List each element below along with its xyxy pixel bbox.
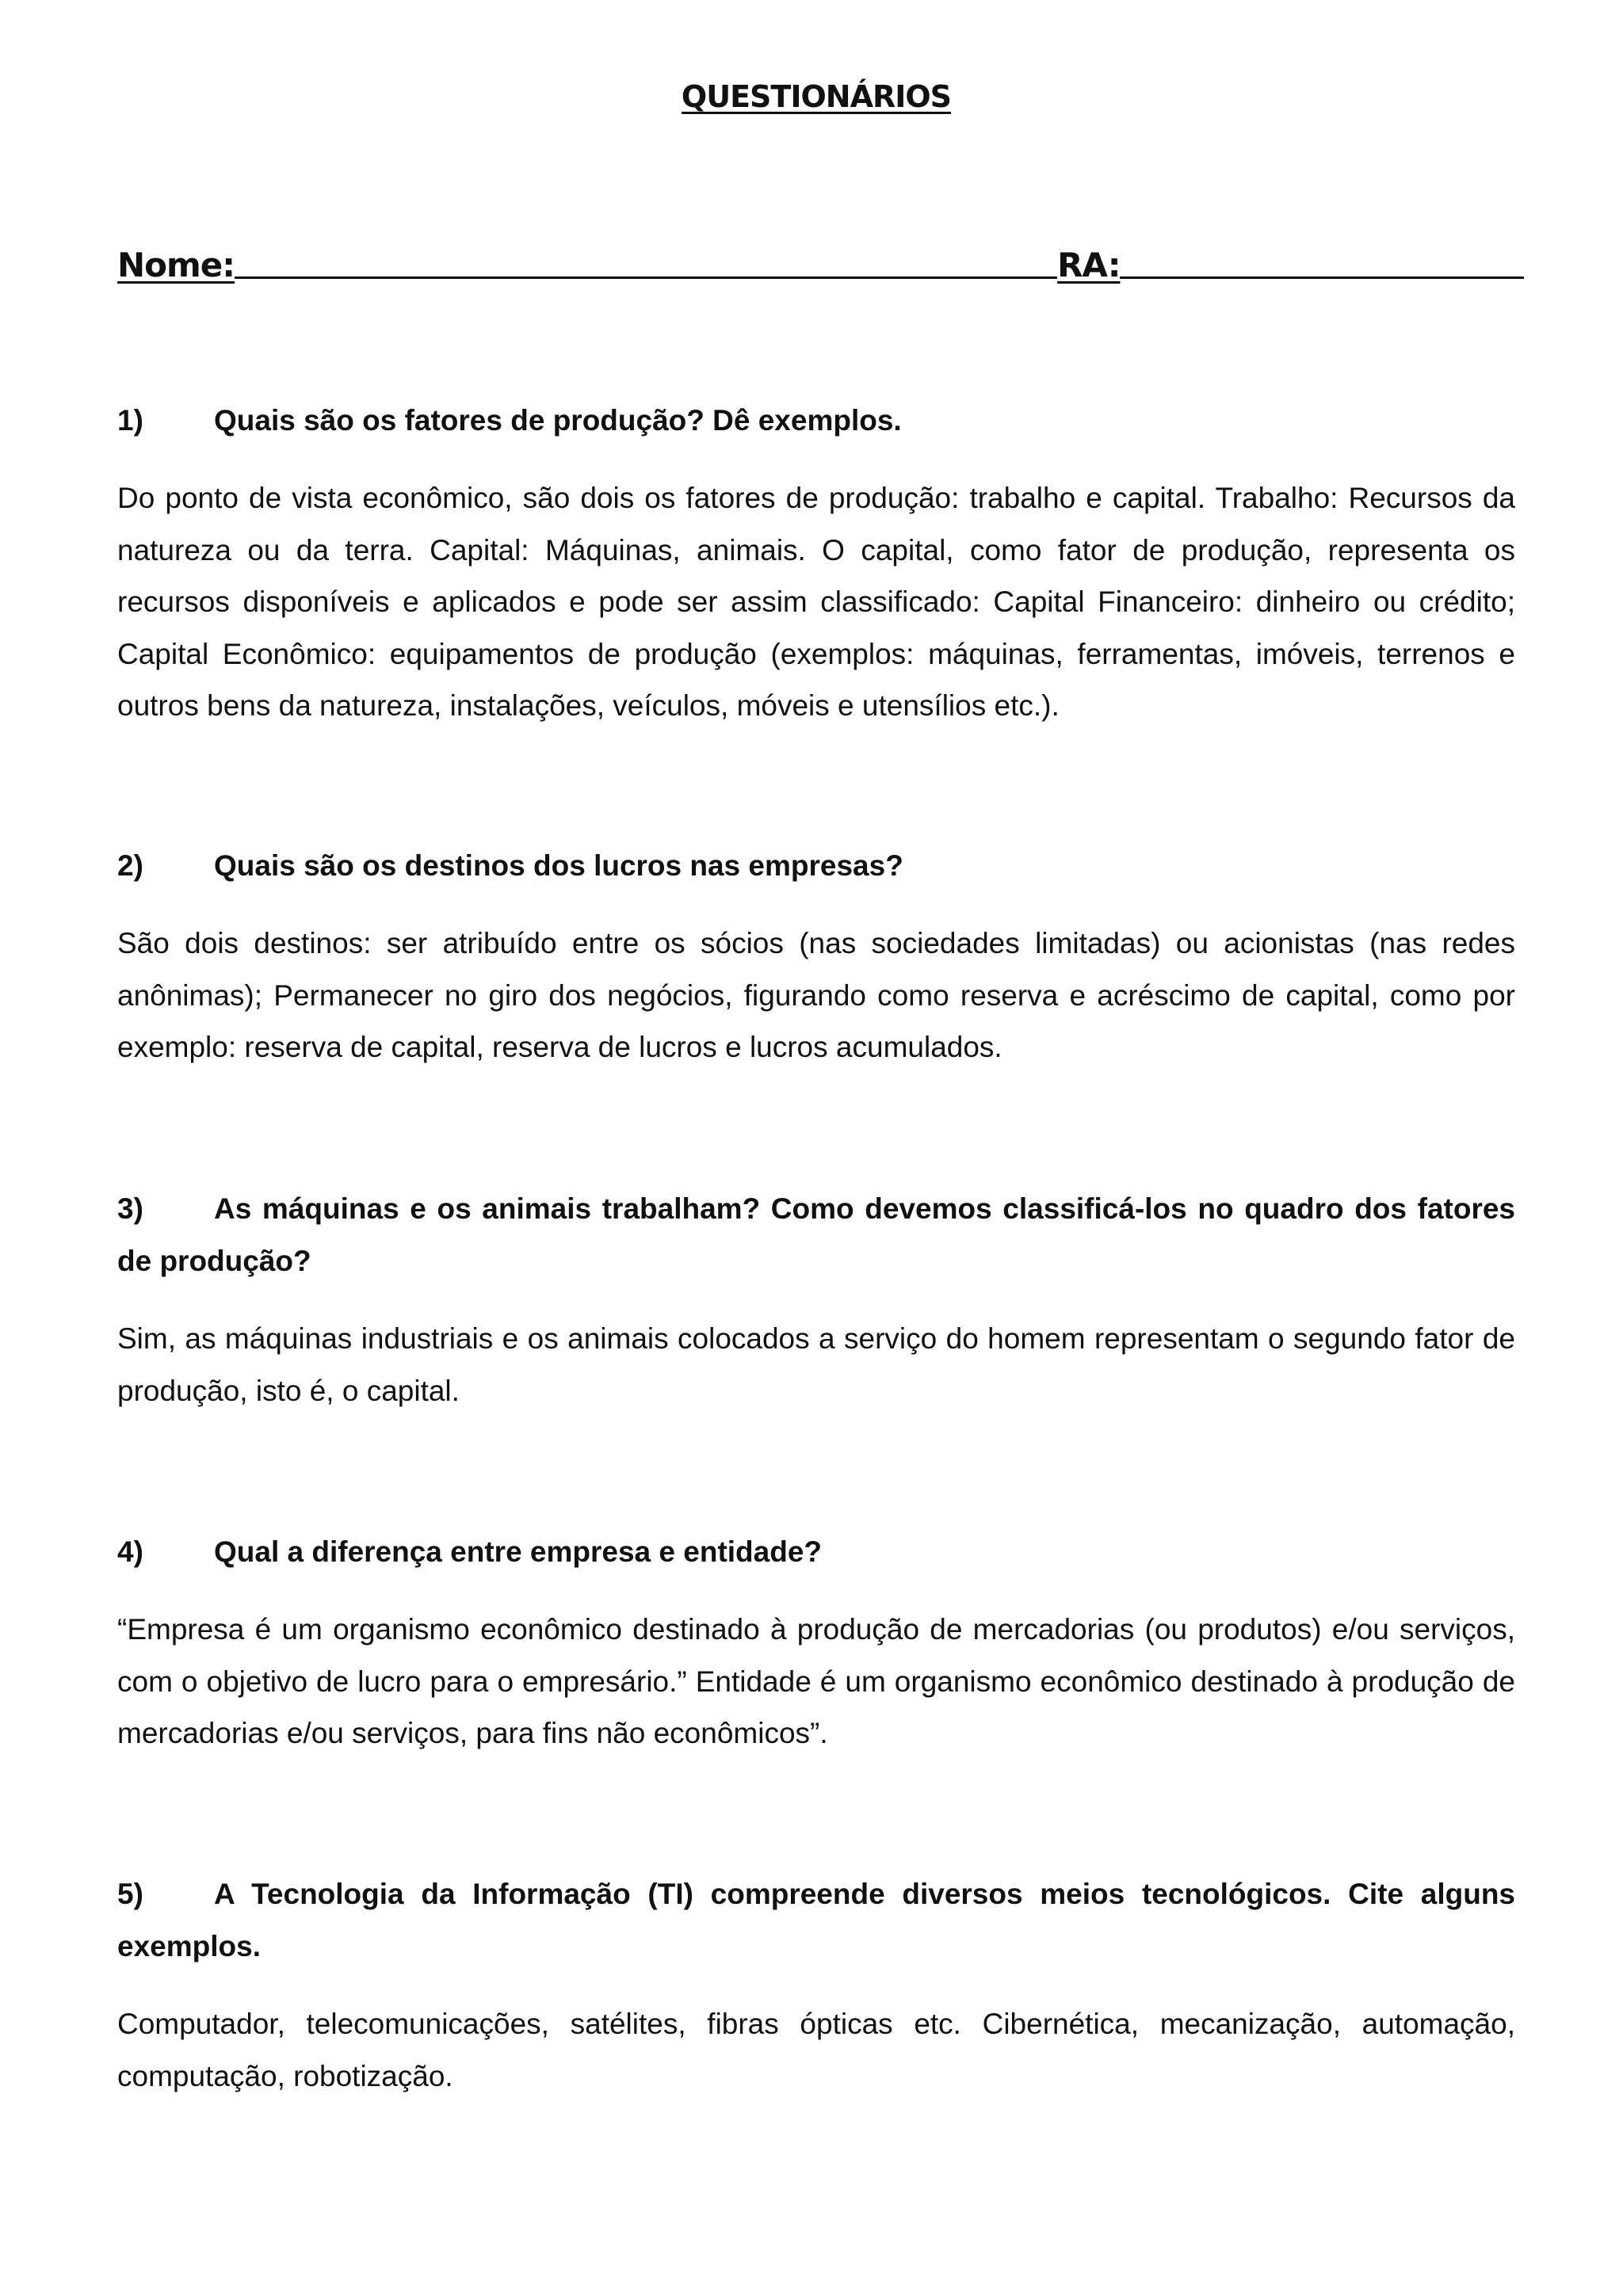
question-block-4 (117, 1526, 1515, 1760)
answer-4: “Empresa é um organismo econômico destinado à produção de mercadorias (ou produtos) e/ou serviços, com o objetivo de lucro para o empresário.” Entidade é um organismo econômico destinado à produção de mercadorias e/ou serviços, para fins não econômicos”. (117, 1613, 1515, 1749)
question-3 (117, 1183, 1515, 1287)
page-title: QUESTIONÁRIOS (681, 79, 952, 114)
answer-3: Sim, as máquinas industriais e os animais colocados a serviço do homem representam o segundo fator de produção, isto é, o capital. (117, 1322, 1515, 1407)
question-text: A Tecnologia da Informação (TI) compreende diversos meios tecnológicos. Cite alguns exemplos. (117, 1878, 1515, 1962)
question-2 (117, 840, 1515, 892)
name-ra-line (117, 246, 1524, 284)
question-text: Quais são os fatores de produção? Dê exemplos. (214, 404, 902, 437)
answer-5: Computador, telecomunicações, satélites, fibras ópticas etc. Cibernética, mecanização, automação, computação, robotização. (117, 2008, 1515, 2092)
question-block-3 (117, 1183, 1515, 1417)
ra-blank-field (1120, 276, 1524, 279)
question-text: As máquinas e os animais trabalham? Como devemos classificá-los no quadro dos fatores de produção? (117, 1192, 1515, 1277)
question-block-5 (117, 1868, 1515, 2102)
question-number: 3) (117, 1192, 143, 1225)
question-text: Qual a diferença entre empresa e entidade? (214, 1535, 823, 1568)
question-1 (117, 395, 1515, 447)
question-5 (117, 1868, 1515, 1973)
question-text: Quais são os destinos dos lucros nas empresas? (214, 849, 903, 882)
question-number: 1) (117, 404, 143, 437)
answer-1: Do ponto de vista econômico, são dois os fatores de produção: trabalho e capital. Trabalho: Recursos da natureza ou da terra. Capital: Máquinas, animais. O capital, como fator de produção, representa os recursos disponíveis e aplicados e pode ser assim classificado: Capital Financeiro: dinheiro ou crédito; Capital Econômico: equipamentos de produção (exemplos: máquinas, ferramentas, imóveis, terrenos e outros bens da natureza, instalações, veículos, móveis e utensílios etc.). (117, 482, 1515, 722)
ra-label: RA: (1057, 246, 1121, 284)
name-label: Nome: (117, 246, 235, 284)
question-number: 5) (117, 1878, 143, 1910)
name-blank-field (235, 276, 1057, 279)
question-number: 4) (117, 1535, 143, 1568)
question-block-2 (117, 840, 1515, 1074)
question-4 (117, 1526, 1515, 1578)
question-number: 2) (117, 849, 143, 882)
question-block-1 (117, 395, 1515, 732)
answer-2: São dois destinos: ser atribuído entre os sócios (nas sociedades limitadas) ou acionistas (nas redes anônimas); Permanecer no giro dos negócios, figurando como reserva e acréscimo de capital, como por exemplo: reserva de capital, reserva de lucros e lucros acumulados. (117, 927, 1515, 1063)
